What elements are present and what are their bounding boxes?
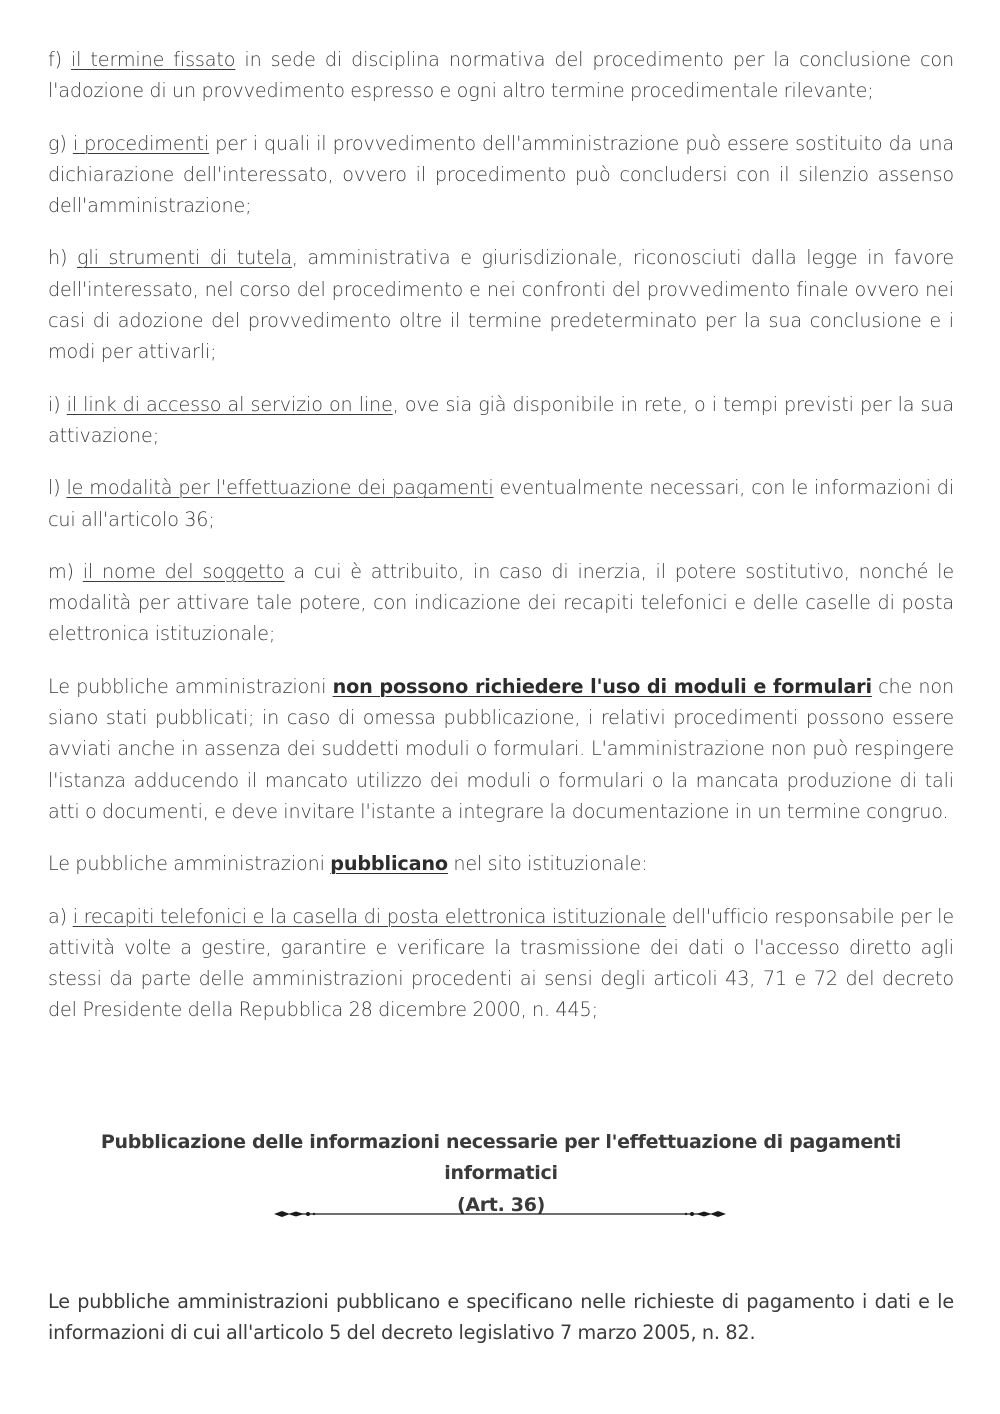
item-i-underlined: il link di accesso al servizio on line <box>66 392 393 416</box>
closing-paragraph: Le pubbliche amministrazioni pubblicano e specificano nelle richieste di pagamento i dati e le informazioni di cui all'articolo 5 del decreto legislativo 7 marzo 2005, n. 82. <box>48 1290 954 1345</box>
item-f-underlined: il termine fissato <box>71 48 236 71</box>
item-a: a) i recapiti telefonici e la casella di posta elettronica istituzionale dell'ufficio responsabile per le attività volte a gestire, garantire e verificare la trasmissione dei dati o l'accesso diretto agli stessi da parte delle amministrazioni procedenti ai sensi degli articoli 43, 71 e 72 del decreto del Presidente della Repubblica 28 dicembre 2000, n. 445; <box>48 904 954 1022</box>
item-g: g) i procedimenti per i quali il provvedimento dell'amministrazione può essere sostituito da una dichiarazione dell'interessato, ovvero il procedimento può concludersi con il silenzio assenso dell'amministrazione; <box>48 131 954 218</box>
ornamental-divider-icon <box>270 1204 730 1224</box>
item-m: m) il nome del soggetto a cui è attribuito, in caso di inerzia, il potere sostitutivo, nonché le modalità per attivare tale potere, con indicazione dei recapiti telefonici e delle caselle di posta elettronica istituzionale; <box>48 559 954 646</box>
item-a-underlined: i recapiti telefonici e la casella di posta elettronica istituzionale <box>72 904 667 928</box>
paragraph-moduli: Le pubbliche amministrazioni non possono richiedere l'uso di moduli e formulari che non siano stati pubblicati; in caso di omessa pubblicazione, i relativi procedimenti possono essere avviati anche in assenza dei suddetti moduli o formulari. L'amministrazione non può respingere l'istanza adducendo il mancato utilizzo dei moduli o formulari o la mancata produzione di tali atti o documenti, e deve invitare l'istante a integrare la documentazione in un termine congruo. <box>48 674 954 823</box>
item-l: l) le modalità per l'effettuazione dei pagamenti eventualmente necessari, con le informazioni di cui all'articolo 36; <box>48 476 955 531</box>
section-title-line1: Pubblicazione delle informazioni necessarie per l'effettuazione di pagamenti informatici <box>100 1131 902 1185</box>
item-h-underlined: gli strumenti di tutela <box>77 246 292 270</box>
document-body <box>48 44 954 1047</box>
item-l-underlined: le modalità per l'effettuazione dei pagamenti <box>66 476 494 500</box>
item-h: h) gli strumenti di tutela, amministrativa e giurisdizionale, riconosciuti dalla legge in favore dell'interessato, nel corso del procedimento e nei confronti del provvedimento finale ovvero nei casi di adozione del provvedimento oltre il termine predeterminato per la sua conclusione e i modi per attivarli; <box>48 246 955 364</box>
pubblicano-emphasis: pubblicano <box>330 852 448 876</box>
item-m-underlined: il nome del soggetto <box>82 559 285 583</box>
section-title-line2: (Art. 36) <box>456 1193 546 1216</box>
moduli-emphasis: non possono richiedere l'uso di moduli e formulari <box>332 674 872 698</box>
paragraph-pubblicano: Le pubbliche amministrazioni pubblicano nel sito istituzionale: <box>48 852 648 876</box>
item-i: i) il link di accesso al servizio on line, ove sia già disponibile in rete, o i tempi previsti per la sua attivazione; <box>48 392 954 447</box>
item-f: f) il termine fissato in sede di disciplina normativa del procedimento per la conclusione con l'adozione di un provvedimento espresso e ogni altro termine procedimentale rilevante; <box>48 48 954 103</box>
item-g-underlined: i procedimenti <box>72 131 210 155</box>
